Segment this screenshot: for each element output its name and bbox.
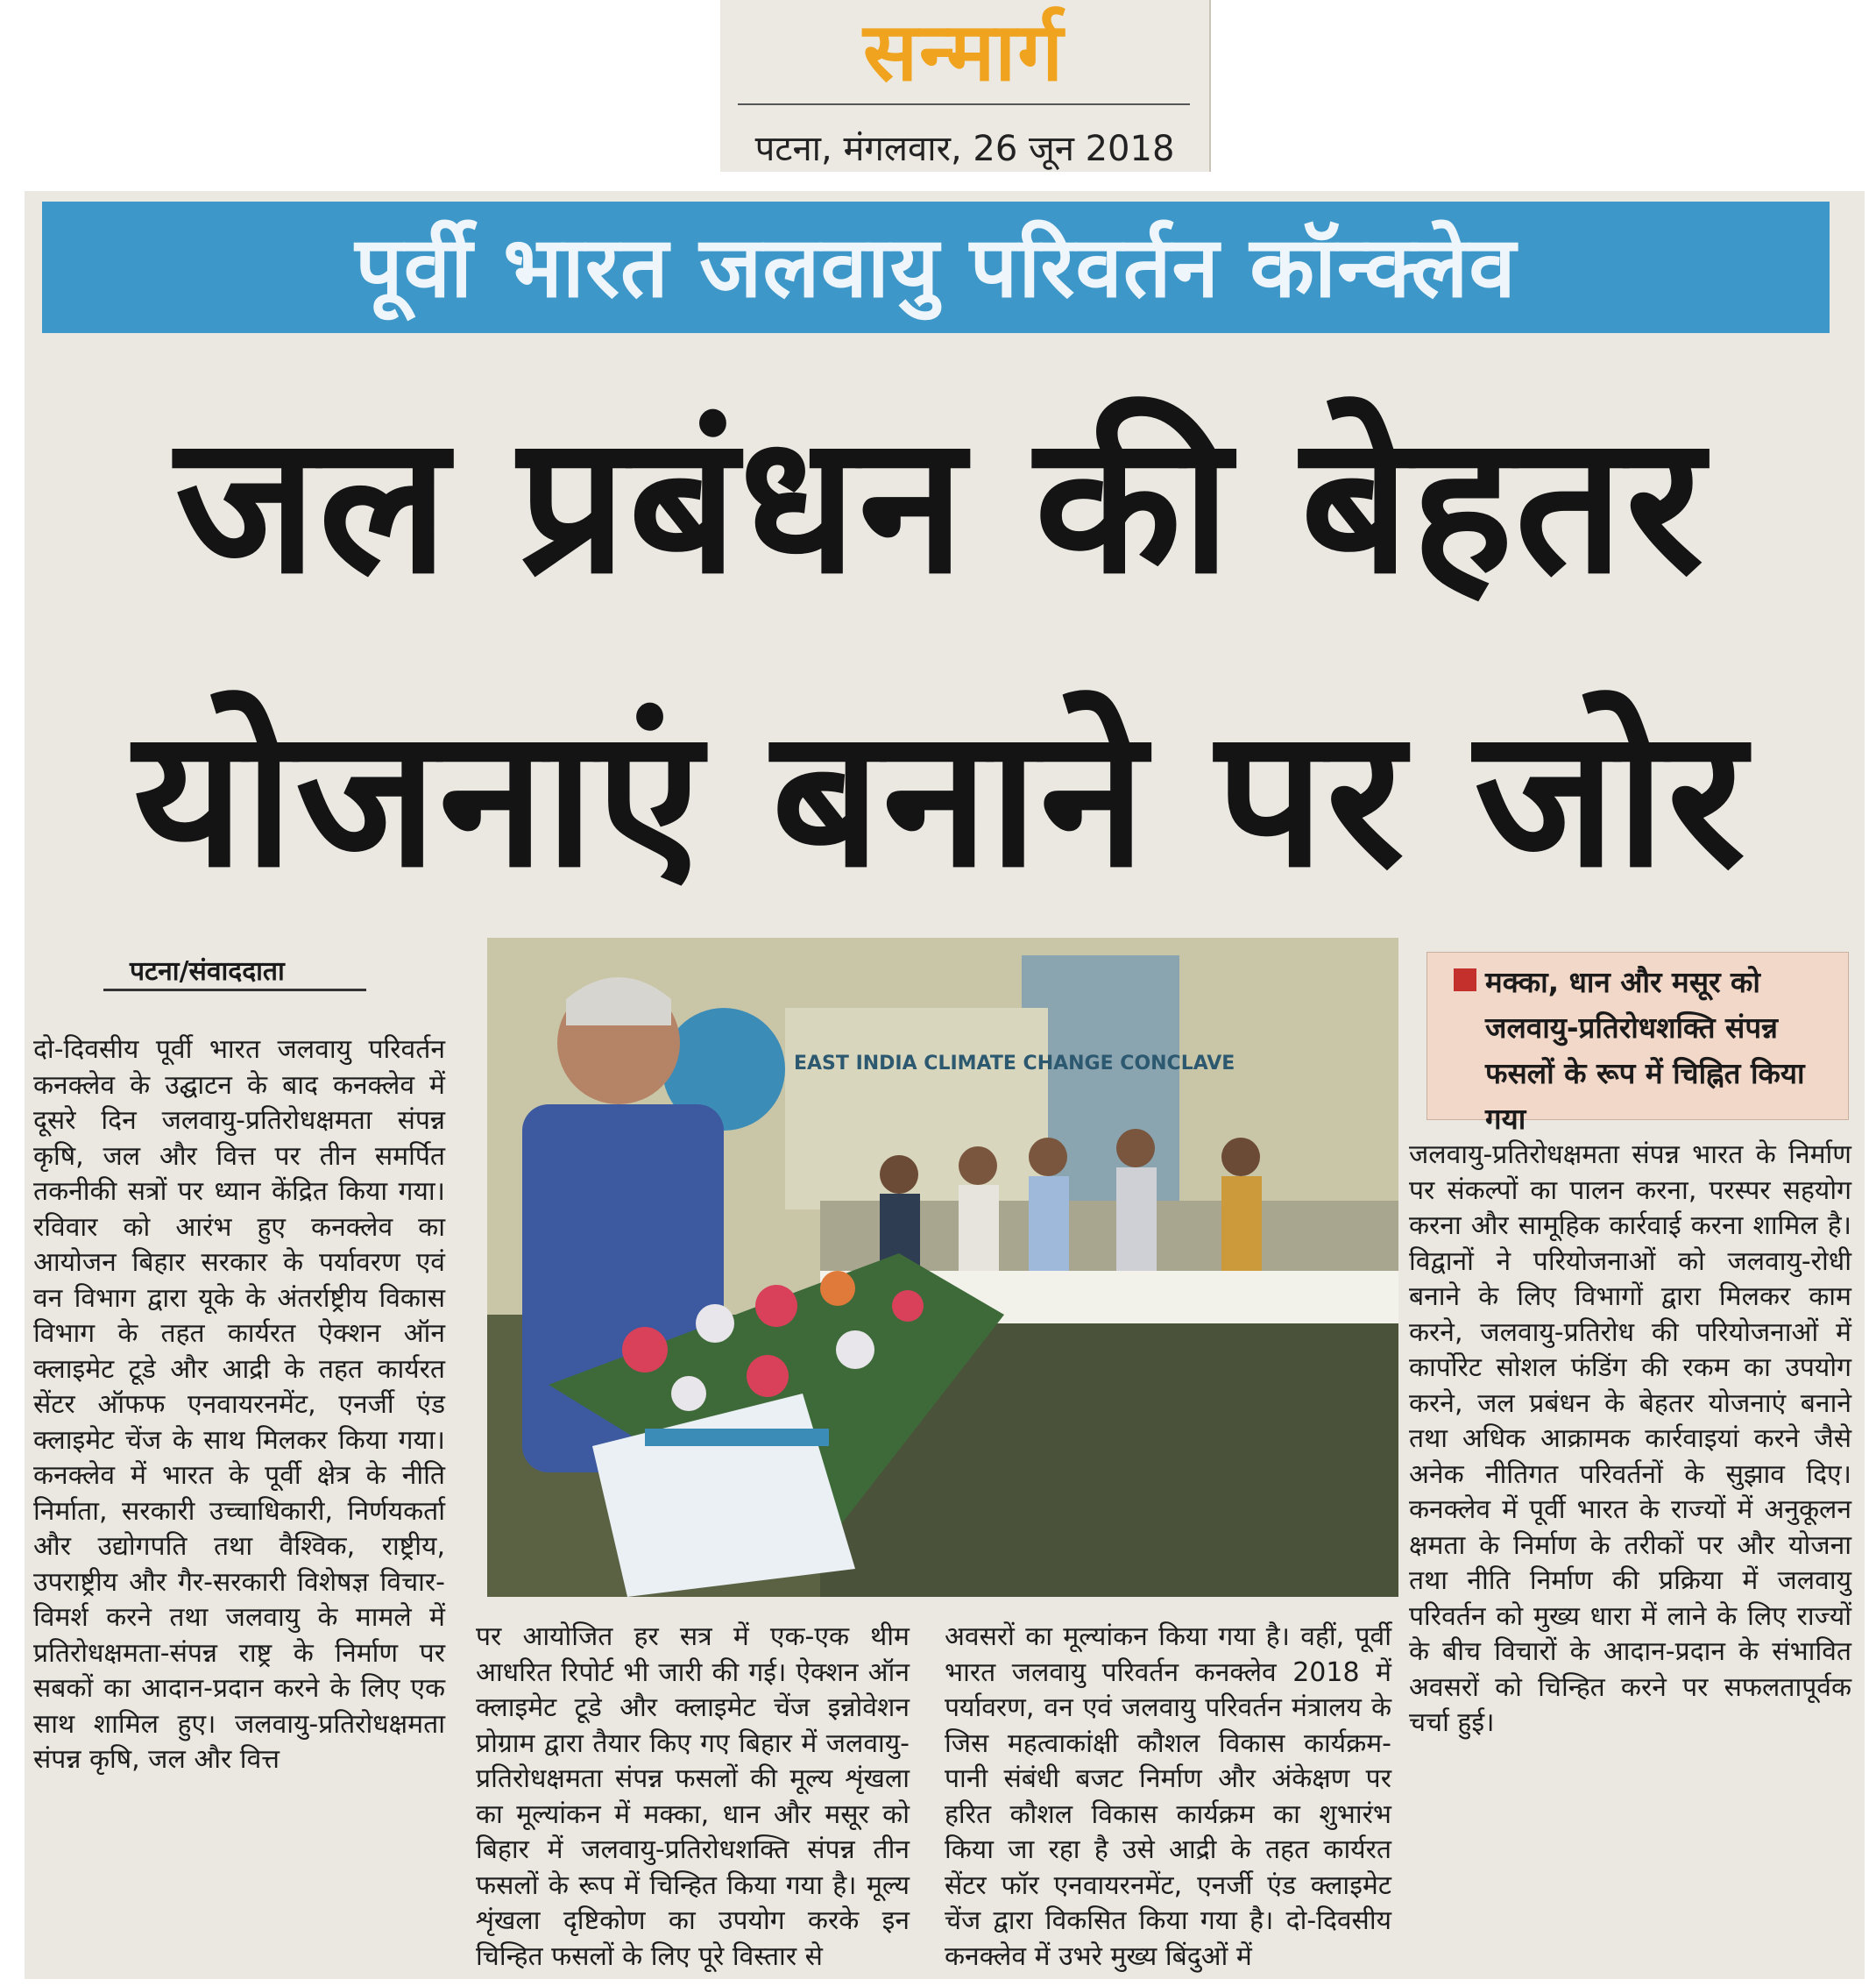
conference-photo-illustration (487, 938, 1398, 1597)
byline-divider (103, 989, 366, 991)
photo-banner-text: EAST INDIA CLIMATE CHANGE CONCLAVE (794, 1053, 1235, 1075)
highlight-text: मक्का, धान और मसूर को जलवायु-प्रतिरोधशक्ति संपन्न फसलों के रूप में चिह्नित किया गया (1485, 965, 1805, 1136)
masthead-divider (738, 103, 1190, 105)
news-clipping (25, 191, 1865, 1979)
article-column-2: पर आयोजित हर सत्र में एक-एक थीम आधरित रिपोर्ट भी जारी की गई। ऐक्शन ऑन क्लाइमेट टूडे और क्लाइमेट चेंज इन्नोवेशन प्रोग्राम द्वारा तैयार किए गए बिहार में जलवायु-प्रतिरोधक्षमता संपन्न फसलों की मूल्य शृंखला का मूल्यांकन में मक्का, धान और मसूर को बिहार में जलवायु-प्रतिरोधशक्ति संपन्न तीन फसलों के रूप में चिन्हित किया गया है। मूल्य शृंखला दृष्टिकोण का उपयोग करके इन चिन्हित फसलों के लिए पूरे विस्तार से (476, 1621, 910, 1972)
headline-line-1: जल प्रबंधन की बेहतर (174, 394, 1706, 616)
section-banner-text: पूर्वी भारत जलवायु परिवर्तन कॉन्क्लेव (355, 218, 1517, 316)
section-banner (42, 202, 1830, 333)
masthead (720, 0, 1211, 172)
newspaper-logo (736, 5, 1192, 99)
square-bullet-icon (1454, 968, 1476, 991)
article-column-1: दो-दिवसीय पूर्वी भारत जलवायु परिवर्तन कनक्लेव के उद्घाटन के बाद कनक्लेव में दूसरे दिन जलवायु-प्रतिरोधक्षमता संपन्न कृषि, जल और वित्त पर तीन समर्पित तकनीकी सत्रों पर ध्यान केंद्रित किया गया। रविवार को आरंभ हुए कनक्लेव का आयोजन बिहार सरकार के पर्यावरण एवं वन विभाग द्वारा यूके के अंतर्राष्ट्रीय विकास विभाग के तहत कार्यरत ऐक्शन ऑन क्लाइमेट टूडे और आद्री के तहत कार्यरत सेंटर ऑफफ एनवायरनमेंट, एनर्जी एंड क्लाइमेट चेंज के साथ मिलकर किया गया। कनक्लेव में भारत के पूर्वी क्षेत्र के नीति निर्माता, सरकारी उच्चाधिकारी, निर्णयकर्ता और उद्योगपति तथा वैश्विक, राष्ट्रीय, उपराष्ट्रीय और गैर-सरकारी विशेषज्ञ विचार-विमर्श करने तथा जलवायु के मामले में प्रतिरोधक्षमता-संपन्न राष्ट्र के निर्माण पर सबकों का आदान-प्रदान करने के लिए एक साथ शामिल हुए। जलवायु-प्रतिरोधक्षमता संपन्न कृषि, जल और वित्त (33, 1034, 445, 1775)
highlight-box (1426, 952, 1849, 1136)
byline: पटना/संवाददाता (130, 956, 285, 987)
newspaper-logo-text: सन्मार्ग (862, 5, 1065, 99)
dateline: पटना, मंगलवार, 26 जून 2018 (754, 129, 1175, 169)
headline-line-2: योजनाएं बनाने पर जोर (133, 688, 1747, 910)
article-column-4: जलवायु-प्रतिरोधक्षमता संपन्न भारत के निर्माण पर संकल्पों का पालन करना, परस्पर सहयोग करना और सामूहिक कार्रवाई करना शामिल है। विद्वानों ने परियोजनाओं को जलवायु-रोधी बनाने के लिए विभागों द्वारा मिलकर काम करने, जलवायु-प्रतिरोध की परियोजनाओं में कार्पोरेट सोशल फंडिंग की रकम का उपयोग करने, जल प्रबंधन के बेहतर योजनाएं बनाने तथा अधिक आक्रामक कार्रवाइयां करने जैसे अनेक नीतिगत परिवर्तनों के सुझाव दिए। कनक्लेव में पूर्वी भारत के राज्यों में अनुकूलन क्षमता के निर्माण के तरीकों पर और योजना तथा नीति निर्माण की प्रक्रिया में जलवायु परिवर्तन को मुख्य धारा में लाने के लिए राज्यों के बीच विचारों के आदान-प्रदान के संभावित अवसरों को चिन्हित करने पर सफलतापूर्वक चर्चा हुई। (1409, 1139, 1851, 1738)
article-column-3: अवसरों का मूल्यांकन किया गया है। वहीं, पूर्वी भारत जलवायु परिवर्तन कनक्लेव 2018 में पर्यावरण, वन एवं जलवायु परिवर्तन मंत्रालय के जिस महत्वाकांक्षी कौशल विकास कार्यक्रम- पानी संबंधी बजट निर्माण और अंकेक्षण पर हरित कौशल विकास कार्यक्रम का शुभारंभ किया जा रहा है उसे आद्री के तहत कार्यरत सेंटर फॉर एनवायरनमेंट, एनर्जी एंड क्लाइमेट चेंज द्वारा विकसित किया गया है। दो-दिवसीय कनक्लेव में उभरे मुख्य बिंदुओं में (945, 1621, 1391, 1972)
news-photo (487, 938, 1398, 1597)
